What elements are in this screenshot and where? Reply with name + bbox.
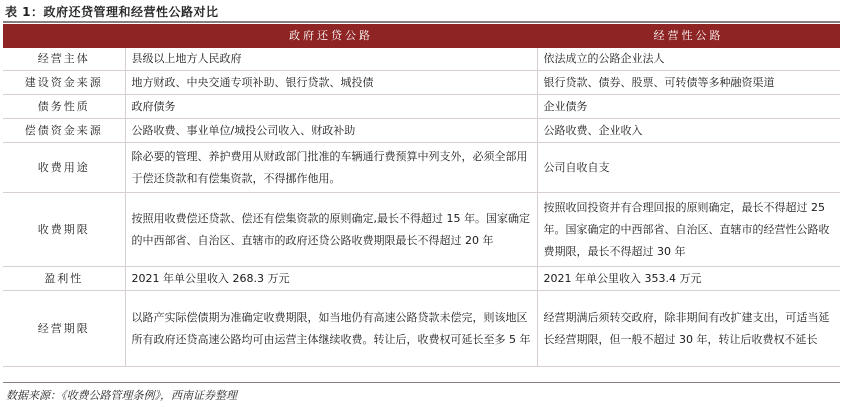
table-row [3, 48, 840, 71]
cell-com: 经营期满后须转交政府，除非期间有改扩建支出，可适当延长经营期限，但一般不超过 30 年，转让后收费权不延长 [537, 291, 840, 367]
cell-gov: 2021 年单公里收入 268.3 万元 [125, 267, 537, 291]
cell-gov: 公路收费、事业单位/城投公司收入、财政补助 [125, 119, 537, 143]
table-row [3, 119, 840, 143]
row-label: 债务性质 [3, 95, 125, 119]
row-label: 经营期限 [3, 291, 125, 367]
cell-gov: 县级以上地方人民政府 [125, 48, 537, 71]
row-label: 收费用途 [3, 143, 125, 193]
cell-com: 公路收费、企业收入 [537, 119, 840, 143]
row-label: 收费期限 [3, 193, 125, 267]
cell-com: 公司自收自支 [537, 143, 840, 193]
cell-com: 按照收回投资并有合理回报的原则确定，最长不得超过 25 年。国家确定的中西部省、自治区、直辖市的经营性公路收费期限，最长不得超过 30 年 [537, 193, 840, 267]
cell-com: 2021 年单公里收入 353.4 万元 [537, 267, 840, 291]
cell-gov: 按照用收费偿还贷款、偿还有偿集资款的原则确定,最长不得超过 15 年。国家确定的中西部省、自治区、直辖市的政府还贷公路收费期限最长不得超过 20 年 [125, 193, 537, 267]
cell-gov: 政府债务 [125, 95, 537, 119]
cell-com: 银行贷款、债券、股票、可转债等多种融资渠道 [537, 71, 840, 95]
cell-gov: 以路产实际偿债期为准确定收费期限，如当地仍有高速公路贷款未偿完，则该地区所有政府还贷高速公路均可由运营主体继续收费。转让后，收费权可延长至多 5 年 [125, 291, 537, 367]
row-label: 建设资金来源 [3, 71, 125, 95]
header-blank-cell [3, 24, 125, 48]
table-row [3, 193, 840, 267]
table-title: 表 1：政府还贷管理和经营性公路对比 [5, 5, 219, 19]
header-row [3, 24, 840, 48]
table-row [3, 291, 840, 367]
top-rule [3, 21, 840, 23]
cell-com: 企业债务 [537, 95, 840, 119]
row-label: 偿债资金来源 [3, 119, 125, 143]
source-note: 数据来源：《收费公路管理条例》，西南证券整理 [6, 389, 237, 402]
cell-com: 依法成立的公路企业法人 [537, 48, 840, 71]
comparison-table [3, 24, 840, 367]
header-gov-road: 政府还贷公路 [125, 24, 537, 48]
cell-gov: 地方财政、中央交通专项补助、银行贷款、城投债 [125, 71, 537, 95]
row-label: 经营主体 [3, 48, 125, 71]
table-row [3, 71, 840, 95]
header-commercial-road: 经营性公路 [537, 24, 840, 48]
table-row [3, 143, 840, 193]
bottom-rule [3, 382, 840, 383]
table-row [3, 95, 840, 119]
row-label: 盈利性 [3, 267, 125, 291]
table-row [3, 267, 840, 291]
cell-gov: 除必要的管理、养护费用从财政部门批准的车辆通行费预算中列支外，必须全部用于偿还贷款和有偿集资款，不得挪作他用。 [125, 143, 537, 193]
